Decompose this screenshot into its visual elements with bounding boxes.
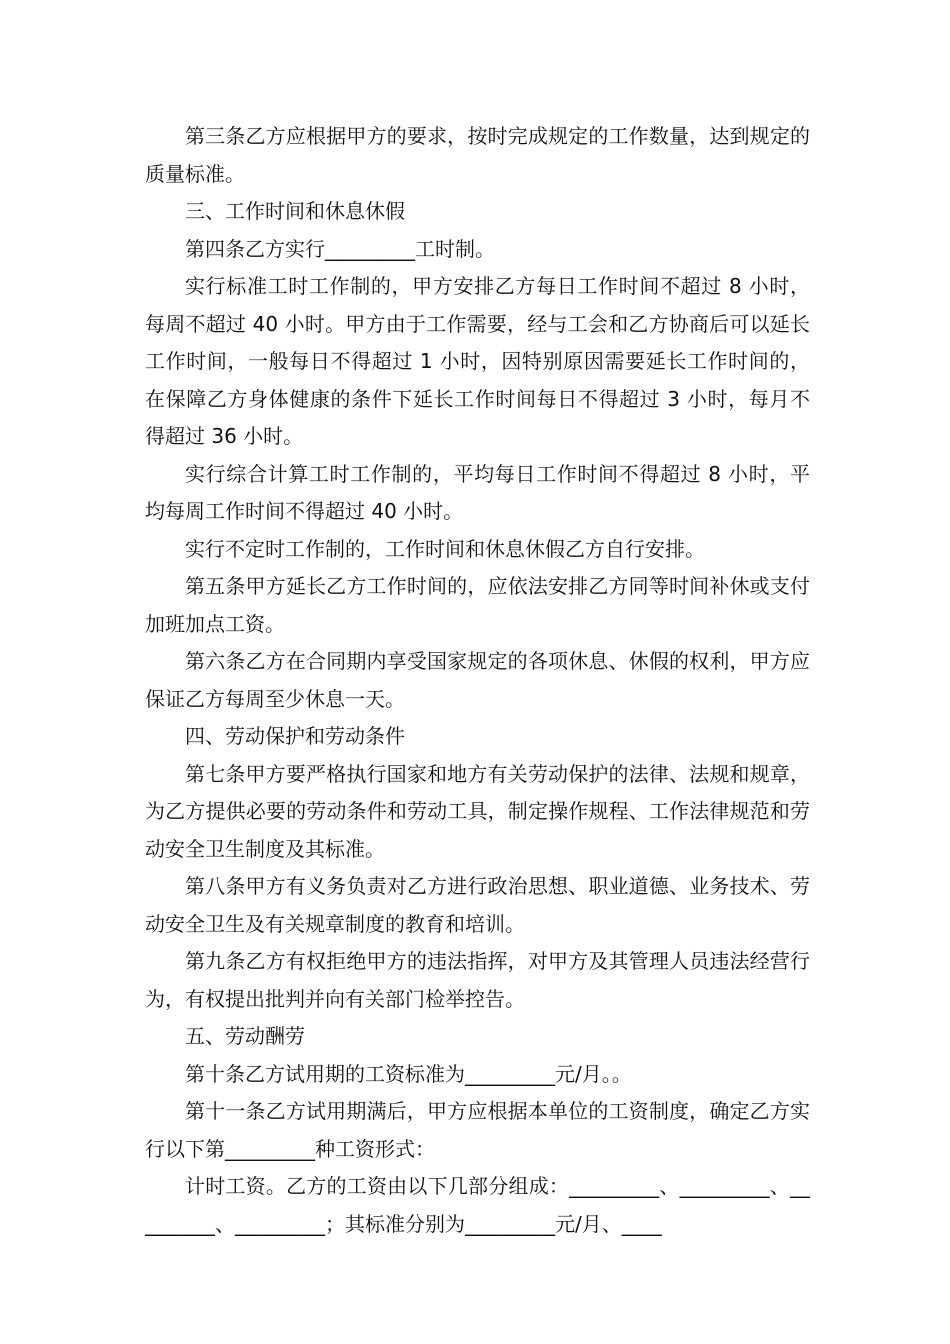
section-heading-work-time: 三、工作时间和休息休假 [185, 199, 405, 223]
article-7: 第七条甲方要严格执行国家和地方有关劳动保护的法律、法规和规章，为乙方提供必要的劳动条件和劳动工具，制定操作规程、工作法律规范和劳动安全卫生制度及其标准。 [145, 761, 810, 861]
section-heading-labor-protection: 四、劳动保护和劳动条件 [185, 724, 405, 748]
article-8: 第八条甲方有义务负责对乙方进行政治思想、职业道德、业务技术、劳动安全卫生及有关规章制度的教育和培训。 [145, 874, 810, 936]
article-6: 第六条乙方在合同期内享受国家规定的各项休息、休假的权利，甲方应保证乙方每周至少休息一天。 [145, 649, 810, 711]
article-10: 第十条乙方试用期的工资标准为_________元/月。。 [185, 1061, 632, 1086]
flexible-hours-paragraph: 实行不定时工作制的，工作时间和休息休假乙方自行安排。 [185, 536, 705, 561]
article-9: 第九条乙方有权拒绝甲方的违法指挥，对甲方及其管理人员违法经营行为，有权提出批判并向有关部门检举控告。 [145, 949, 810, 1011]
comprehensive-hours-paragraph: 实行综合计算工时工作制的，平均每日工作时间不得超过 8 小时，平均每周工作时间不得超过 40 小时。 [145, 461, 810, 523]
article-5: 第五条甲方延长乙方工作时间的，应依法安排乙方同等时间补休或支付加班加点工资。 [145, 574, 810, 636]
time-wage-paragraph: 计时工资。乙方的工资由以下几部分组成：_________、_________、_________、_________；其标准分别为_________元/月、____ [145, 1174, 810, 1236]
article-11: 第十一条乙方试用期满后，甲方应根据本单位的工资制度，确定乙方实行以下第_________种工资形式： [145, 1099, 810, 1161]
article-4: 第四条乙方实行_________工时制。 [185, 236, 495, 261]
article-3: 第三条乙方应根据甲方的要求，按时完成规定的工作数量，达到规定的质量标准。 [145, 124, 810, 186]
section-heading-remuneration: 五、劳动酬劳 [185, 1024, 305, 1048]
standard-hours-paragraph: 实行标准工时工作制的，甲方安排乙方每日工作时间不超过 8 小时，每周不超过 40 小时。甲方由于工作需要，经与工会和乙方协商后可以延长工作时间，一般每日不得超过 1 小时，因特别原因需要延长工作时间的，在保障乙方身体健康的条件下延长工作时间每日不得超过 3 小时，每月不得超过 36 小时。 [145, 274, 810, 448]
